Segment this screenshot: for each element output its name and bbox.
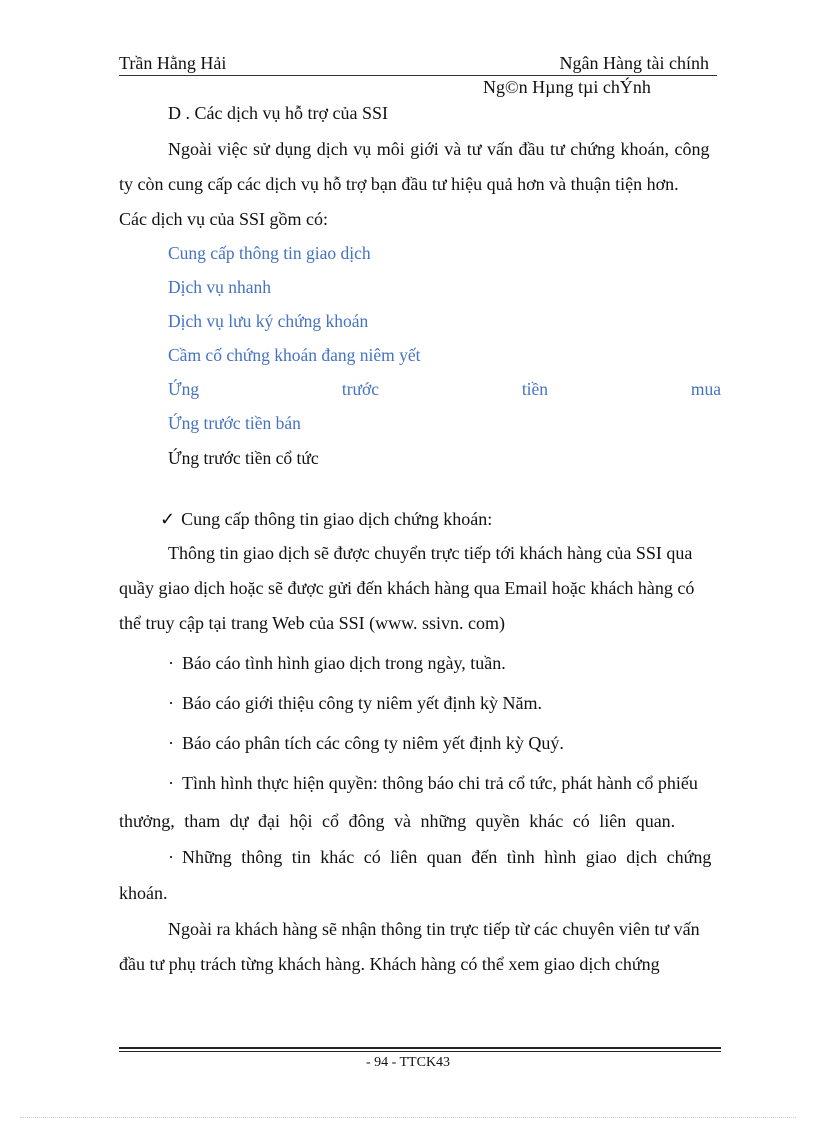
service-word: tiền	[521, 379, 549, 399]
intro-line-2: ty còn cung cấp các dịch vụ hỗ trợ bạn đầu tư hiệu quả hơn và thuận tiện hơn.	[119, 174, 679, 194]
bullet-icon: ·	[168, 733, 174, 753]
header-subject-garbled: Ng©n Hµng tµi chÝnh	[483, 77, 651, 97]
service-word: mua	[690, 379, 721, 399]
service-word: trước	[341, 379, 380, 399]
bullet-icon: ·	[168, 653, 174, 673]
bullet-icon: ·	[168, 847, 174, 867]
service-item-5	[168, 374, 721, 404]
page-bottom-edge	[20, 1117, 796, 1118]
para2-line-1: Ngoài ra khách hàng sẽ nhận thông tin trực tiếp từ các chuyên viên tư vấn	[168, 919, 700, 939]
para1-line-2: quầy giao dịch hoặc sẽ được gửi đến khách hàng qua Email hoặc khách hàng có	[119, 578, 695, 598]
service-item-3: Dịch vụ lưu ký chứng khoán	[168, 311, 369, 331]
bullet-item-3: · Báo cáo phân tích các công ty niêm yết định kỳ Quý.	[168, 728, 564, 758]
intro-line-3: Các dịch vụ của SSI gồm có:	[119, 209, 328, 229]
service-item-1: Cung cấp thông tin giao dịch	[168, 243, 371, 263]
footer-divider-thin	[119, 1051, 721, 1052]
bullet-item-5: · Những thông tin khác có liên quan đến tình hình giao dịch chứng	[168, 842, 711, 872]
subsection-title-text: Cung cấp thông tin giao dịch chứng khoán:	[181, 509, 493, 529]
checkmark-icon: ✓	[160, 509, 176, 529]
bullet-icon: ·	[168, 773, 174, 793]
para1-line-3: thể truy cập tại trang Web của SSI (www. ssivn. com)	[119, 613, 505, 633]
subsection-title	[160, 504, 492, 534]
service-word: Ứng	[168, 379, 200, 399]
para1-line-1: Thông tin giao dịch sẽ được chuyển trực tiếp tới khách hàng của SSI qua	[168, 543, 693, 563]
footer-divider	[119, 1047, 721, 1049]
intro-line-1: Ngoài việc sử dụng dịch vụ môi giới và tư vấn đầu tư chứng khoán, công	[168, 139, 710, 159]
bullet-icon: ·	[168, 693, 174, 713]
bullet-item-2: · Báo cáo giới thiệu công ty niêm yết định kỳ Năm.	[168, 688, 542, 718]
para2-line-2: đầu tư phụ trách từng khách hàng. Khách hàng có thể xem giao dịch chứng	[119, 954, 660, 974]
service-item-7: Ứng trước tiền cổ tức	[168, 448, 319, 468]
service-item-4: Cầm cố chứng khoán đang niêm yết	[168, 345, 421, 365]
service-item-2: Dịch vụ nhanh	[168, 277, 272, 297]
section-heading: D . Các dịch vụ hỗ trợ của SSI	[168, 103, 388, 123]
page-number: - 94 - TTCK43	[365, 1055, 451, 1070]
header-divider	[119, 75, 717, 76]
header-subject: Ngân Hàng tài chính	[559, 53, 709, 73]
bullet-item-5-cont: khoán.	[119, 883, 168, 903]
service-item-6: Ứng trước tiền bán	[168, 413, 301, 433]
bullet-item-1: · Báo cáo tình hình giao dịch trong ngày, tuần.	[168, 648, 506, 678]
bullet-item-4: · Tình hình thực hiện quyền: thông báo chi trả cổ tức, phát hành cổ phiếu	[168, 768, 698, 798]
bullet-item-4-cont: thưởng, tham dự đại hội cổ đông và những quyền khác có liên quan.	[119, 811, 676, 831]
header-author: Trần Hằng Hải	[119, 53, 227, 73]
